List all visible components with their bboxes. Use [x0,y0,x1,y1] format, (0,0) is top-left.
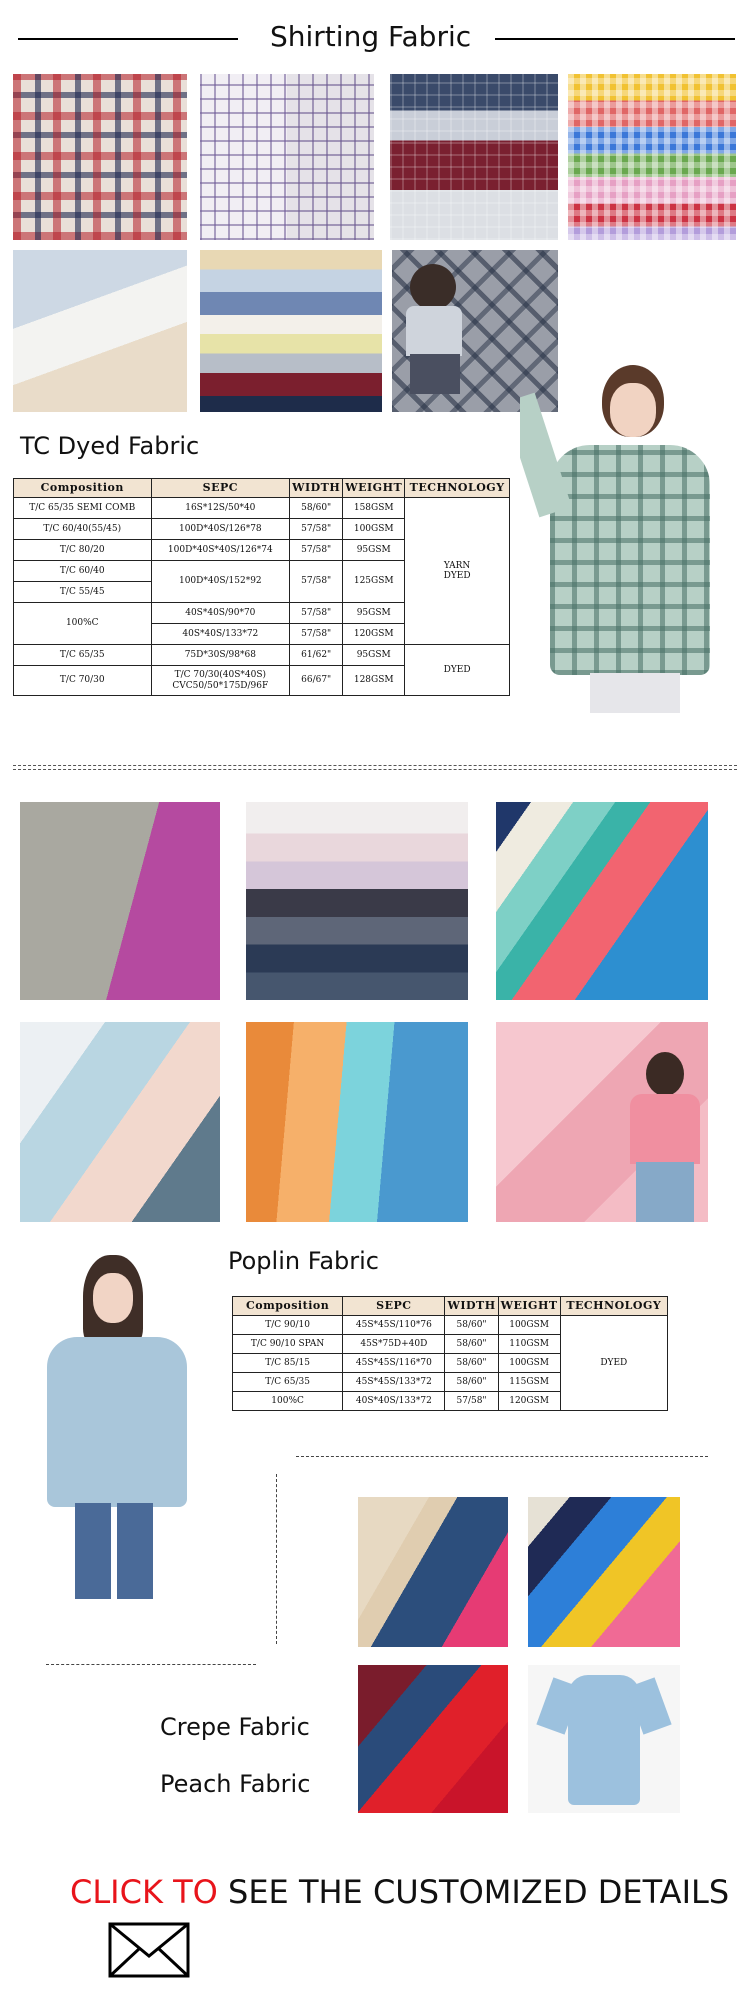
table-cell: 66/67" [290,666,343,696]
envelope-icon[interactable] [108,1922,190,1978]
table-cell: 58/60" [445,1373,498,1392]
table-header: SEPC [343,1297,445,1316]
table-cell: 40S*40S/133*72 [343,1392,445,1411]
table-header: Composition [14,479,152,498]
table-cell: T/C 70/30 [14,666,152,696]
poplin-swatch-stacked-muted [246,802,468,1000]
model-plaid-shirt-photo [520,355,735,720]
table-cell: 57/58" [290,540,343,561]
poplin-swatch-grey-magenta [20,802,220,1000]
plaid-swatch-red-navy [13,74,187,240]
table-cell: T/C 90/10 SPAN [233,1335,343,1354]
table-cell: 58/60" [445,1316,498,1335]
table-cell: T/C 65/35 SEMI COMB [14,498,152,519]
table-cell: DYED [405,645,510,696]
table-cell: 100D*40S/152*92 [151,561,290,603]
table-header: WEIGHT [343,479,405,498]
cta-rest[interactable]: SEE THE CUSTOMIZED DETAILS [217,1873,730,1911]
table-cell: 58/60" [445,1354,498,1373]
table-cell: 128GSM [343,666,405,696]
poplin-swatch-orange-aqua [246,1022,468,1222]
shirting-fabric-title: Shirting Fabric [270,20,472,53]
table-cell: 57/58" [290,561,343,603]
table-cell: 115GSM [498,1373,560,1392]
table-header: SEPC [151,479,290,498]
table-cell: 58/60" [445,1335,498,1354]
table-cell: 100GSM [498,1354,560,1373]
table-cell: 57/58" [290,603,343,624]
title-rule-left [18,38,238,40]
table-cell: 57/58" [290,519,343,540]
table-cell: 45S*45S/116*70 [343,1354,445,1373]
table-cell: 110GSM [498,1335,560,1354]
table-cell: 95GSM [343,540,405,561]
section-divider [13,765,737,770]
table-header: TECHNOLOGY [405,479,510,498]
crepe-swatch-multicolor [528,1497,680,1647]
poplin-pink-model-photo [496,1022,708,1222]
table-cell: YARN [443,560,471,571]
table-cell: 120GSM [343,624,405,645]
envelope-icon-svg [108,1922,190,1978]
table-cell: 120GSM [498,1392,560,1411]
table-cell: 45S*45S/133*72 [343,1373,445,1392]
table-cell: T/C 55/45 [14,582,152,603]
table-header: WEIGHT [498,1297,560,1316]
table-cell: DYED [560,1316,667,1411]
table-cell: 40S*40S/90*70 [151,603,290,624]
table-cell: T/C 85/15 [233,1354,343,1373]
table-cell: 95GSM [343,645,405,666]
table-cell: 100%C [14,603,152,645]
crepe-fabric-title: Crepe Fabric [160,1713,310,1741]
poplin-spec-table [232,1296,668,1411]
vertical-divider [276,1474,277,1644]
table-header: Composition [233,1297,343,1316]
model-light-blue-shirt-photo [35,1255,195,1600]
check-swatch-navy-red-stack [390,74,558,240]
peach-fabric-title: Peach Fabric [160,1770,311,1798]
title-rule-right [495,38,735,40]
table-cell: 16S*12S/50*40 [151,498,290,519]
stacked-solid-swatches [200,250,382,412]
poplin-fabric-title: Poplin Fabric [228,1247,379,1275]
table-cell: 57/58" [290,624,343,645]
table-cell: T/C 60/40 [14,561,152,582]
table-cell: 45S*45S/110*76 [343,1316,445,1335]
table-cell: 158GSM [343,498,405,519]
table-cell-multiline [151,666,290,696]
table-cell: 45S*75D+40D [343,1335,445,1354]
table-cell: T/C 65/35 [233,1373,343,1392]
table-cell: T/C 90/10 [233,1316,343,1335]
table-cell: 100%C [233,1392,343,1411]
table-cell: 58/60" [290,498,343,519]
table-cell: DYED [443,571,471,581]
oxford-swatch-white-blue [13,250,187,412]
table-cell: 75D*30S/98*68 [151,645,290,666]
table-cell: CVC50/50*175D/96F [172,680,269,691]
table-cell: 95GSM [343,603,405,624]
table-header: WIDTH [445,1297,498,1316]
cta-text[interactable] [70,1873,729,1911]
table-cell: T/C 70/30(40S*40S) [174,670,267,681]
table-header: TECHNOLOGY [560,1297,667,1316]
section-divider [296,1456,708,1457]
tc-dyed-fabric-title: TC Dyed Fabric [20,432,200,460]
poplin-swatch-pastel-blue-pink [20,1022,220,1222]
table-cell: T/C 65/35 [14,645,152,666]
table-cell: 100GSM [343,519,405,540]
crepe-swatch-cream-navy-pink [358,1497,508,1647]
table-cell: 100D*40S/126*78 [151,519,290,540]
denim-dress-photo [528,1665,680,1813]
section-divider [46,1664,256,1665]
table-cell: 100GSM [498,1316,560,1335]
table-cell: 40S*40S/133*72 [151,624,290,645]
tc-dyed-spec-table [13,478,510,696]
table-cell: T/C 80/20 [14,540,152,561]
table-cell: 57/58" [445,1392,498,1411]
table-header: WIDTH [290,479,343,498]
technology-cell-yarn-dyed [405,498,510,645]
gingham-swatch-multicolor [568,74,736,240]
check-swatch-lavender-green [200,74,374,240]
table-cell: 125GSM [343,561,405,603]
table-cell: T/C 60/40(55/45) [14,519,152,540]
table-cell: 61/62" [290,645,343,666]
poplin-swatch-coral-teal-blue [496,802,708,1000]
table-cell: 100D*40S*40S/126*74 [151,540,290,561]
cta-click-to[interactable]: CLICK TO [70,1873,218,1911]
peach-swatch-red-navy-burgundy [358,1665,508,1813]
